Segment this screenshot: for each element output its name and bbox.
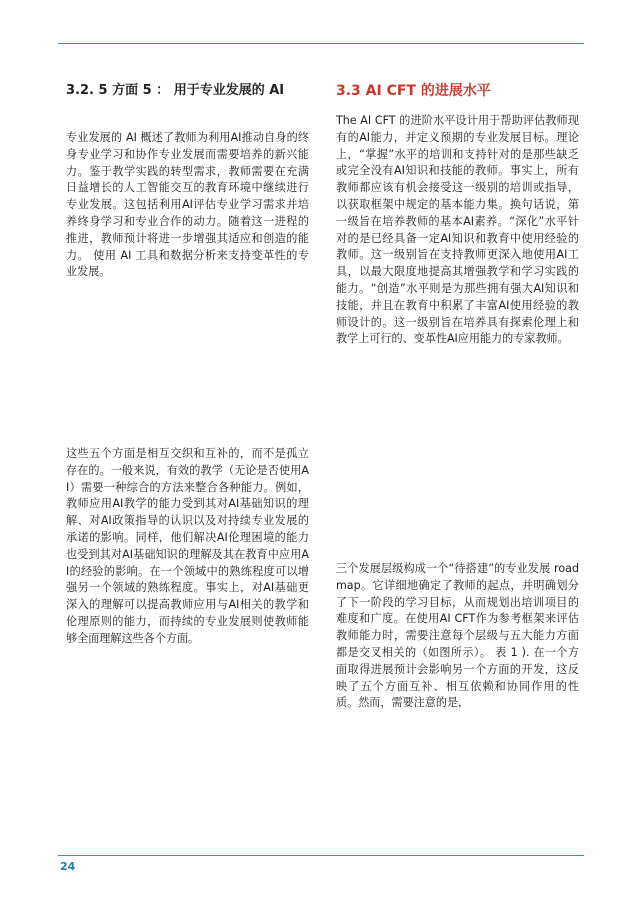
paragraph-dimensions-interwoven: 这些五个方面是相互交织和互补的，而不是孤立存在的。一般来说，有效的教学（无论是否使用AI）需要一种综合的方法来整合各种能力。例如，教师应用AI教学的能力受到其对AI基础知识的理解、对AI政策指导的认识以及对持续专业发展的承诺的影响。同样，他们解决AI伦理困境的能力也受到其对AI基础知识的理解及其在教育中应用AI的经验的影响。在一个领域中的熟练程度可以增强另一个领域的熟练程度。事实上，对AI基础更深入的理解可以提高教师应用与AI相关的教学和伦理原则的能力，而持续的专业发展则使教师能够全面理解这些各个方面。: [66, 447, 309, 645]
section-heading-dimension-5: 3.2. 5 方面 5 ： 用于专业发展的 AI: [66, 83, 285, 98]
paragraph-progression-levels: The AI CFT 的进阶水平设计用于帮助评估教师现有的AI能力，并定义预期的专业发展目标。理论上，“掌握”水平的培训和支持针对的是那些缺乏或完全没有AI知识和技能的教师。事实上，所有教师都应该有机会接受这一级别的培训或指导，以获取框架中规定的基本能力集。换句话说，第一级旨在培养教师的基本AI素养。“深化”水平针对的是已经具备一定AI知识和教育中使用经验的教师。这一级别旨在支持教师更深入地使用AI工具，以最大限度地提高其增强教学和学习实践的能力。“创造”水平则是为那些拥有强大AI知识和技能，并且在教育中积累了丰富AI使用经验的教师设计的。这一级别旨在培养具有探索伦理上和教学上可行的、变革性AI应用能力的专家教师。: [336, 114, 579, 346]
header-rule: [58, 43, 584, 44]
paragraph-development-roadmap: 三个发展层级构成一个“待搭建”的专业发展 roadmap。它详细地确定了教师的起点，并明确划分了下一阶段的学习目标，从而规划出培训项目的难度和广度。在使用AI CFT作为参考框架来评估教师能力时，需要注意每个层级与五大能力方面都是交叉相关的（如图所示）。 表 1 ). 在一个方面取得进展预计会影响另一个方面的开发，这反映了五个方面互补、相互依赖和协同作用的性质。然而，需要注意的是，: [336, 562, 579, 710]
paragraph-ai-professional-development: 专业发展的 AI 概述了教师为利用AI推动自身的终身专业学习和协作专业发展而需要培养的新兴能力。鉴于教学实践的转型需求，教师需要在充满日益增长的人工智能交互的教育环境中继续进行专业发展。这包括利用AI评估专业学习需求并培养终身学习和专业合作的动力。随着这一进程的推进，教师预计将进一步增强其适应和创造的能力。 使用 AI 工具和数据分析来支持变革性的专业发展。: [66, 131, 309, 279]
footer-rule: [58, 855, 584, 856]
page-number: 24: [60, 860, 76, 873]
section-heading-progression-levels: 3.3 AI CFT 的进展水平: [336, 83, 491, 99]
